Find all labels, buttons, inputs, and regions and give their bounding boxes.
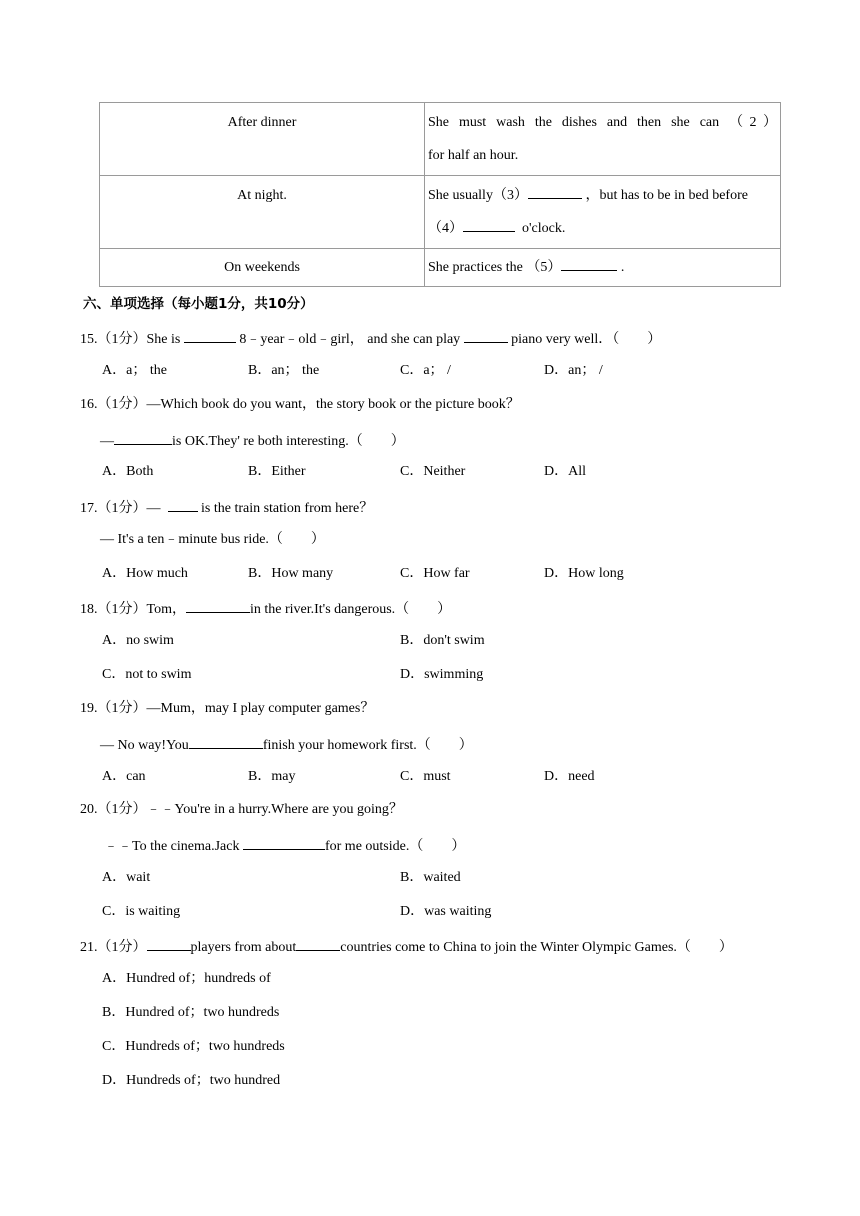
answer-blank[interactable] — [463, 217, 515, 232]
question-number: 21.（1分） — [80, 940, 147, 955]
option-b[interactable]: B．Either — [248, 464, 306, 479]
answer-blank[interactable] — [168, 497, 198, 512]
desc-text: ，but has to be in bed before — [585, 188, 748, 203]
question-15 — [80, 328, 661, 349]
question-text: She is — [146, 332, 181, 347]
answer-blank[interactable] — [243, 835, 325, 850]
question-text: piano very well．（ ） — [511, 332, 662, 347]
question-text: — — [100, 434, 114, 449]
question-17-line2: — It's a ten﹣minute bus ride.（ ） — [100, 532, 325, 547]
question-text: — — [146, 501, 164, 516]
schedule-table — [99, 102, 781, 287]
question-text: ﹣﹣To the cinema.Jack — [104, 839, 243, 854]
question-19-line2 — [100, 734, 473, 755]
time-text: At night. — [237, 188, 287, 203]
option-c[interactable]: C．not to swim — [102, 667, 192, 682]
question-16 — [80, 396, 520, 414]
desc-cell — [425, 249, 781, 287]
option-b[interactable]: B．an； the — [248, 363, 320, 378]
question-number: 16.（1分） — [80, 397, 147, 412]
desc-line — [428, 176, 777, 209]
desc-text: . — [620, 260, 625, 275]
question-text: — No way!You — [100, 738, 189, 753]
option-a[interactable]: A．a； the — [102, 363, 167, 378]
question-text: finish your homework first.（ ） — [262, 738, 473, 753]
desc-cell — [425, 176, 781, 249]
table-row — [100, 103, 781, 176]
answer-blank[interactable] — [186, 598, 250, 613]
question-text: for me outside.（ ） — [324, 839, 466, 854]
option-b[interactable]: B．may — [248, 769, 296, 784]
question-number: 15.（1分） — [80, 332, 147, 347]
option-d[interactable]: D．an； / — [544, 363, 603, 378]
option-c[interactable]: C．How far — [400, 566, 470, 581]
answer-blank[interactable] — [147, 936, 191, 951]
option-c[interactable]: C．Neither — [400, 464, 466, 479]
question-number: 20.（1分） — [80, 802, 147, 817]
question-text: 8﹣year﹣old﹣girl， and she can play — [239, 332, 461, 347]
option-a[interactable]: A．Both — [102, 464, 154, 479]
desc-text: She practices the （5） — [428, 260, 562, 275]
option-d[interactable]: D．need — [544, 769, 595, 784]
question-text: players from about — [190, 940, 297, 955]
option-a[interactable]: A．Hundred of；hundreds of — [102, 971, 271, 986]
question-16-line2 — [100, 430, 405, 451]
desc-text: She usually（3） — [428, 188, 528, 203]
answer-blank[interactable] — [528, 184, 582, 199]
time-text: On weekends — [224, 260, 300, 275]
desc-text: （4） — [428, 221, 463, 236]
option-a[interactable]: A．can — [102, 769, 146, 784]
section-title: 六、单项选择（每小题1分，共10分） — [83, 296, 314, 312]
option-c[interactable]: C．must — [400, 769, 451, 784]
question-number: 17.（1分） — [80, 501, 147, 516]
desc-line: She must wash the dishes and then she can （2） — [428, 115, 777, 130]
answer-blank[interactable] — [189, 734, 263, 749]
question-20-line2 — [104, 835, 465, 856]
answer-blank[interactable] — [464, 328, 508, 343]
desc-line — [428, 209, 777, 242]
time-cell — [100, 176, 425, 249]
option-b[interactable]: B．waited — [400, 870, 461, 885]
question-text: Tom， — [146, 602, 186, 617]
question-text: is OK.They' re both interesting.（ ） — [172, 434, 405, 449]
question-text: countries come to China to join the Winter Olympic Games.（ ） — [340, 940, 733, 955]
answer-blank[interactable] — [114, 430, 172, 445]
table-row — [100, 176, 781, 249]
option-a[interactable]: A．no swim — [102, 633, 174, 648]
question-text: —Mum，may I play computer games？ — [146, 701, 375, 716]
question-21 — [80, 936, 733, 957]
option-d[interactable]: D．was waiting — [400, 904, 492, 919]
option-d[interactable]: D．swimming — [400, 667, 484, 682]
question-20 — [80, 801, 403, 819]
question-text: —Which book do you want，the story book or the picture book？ — [146, 397, 520, 412]
answer-blank[interactable] — [561, 256, 617, 271]
option-d[interactable]: D．Hundreds of；two hundred — [102, 1073, 281, 1088]
table-row — [100, 249, 781, 287]
answer-blank[interactable] — [296, 936, 340, 951]
question-number: 19.（1分） — [80, 701, 147, 716]
option-a[interactable]: A．wait — [102, 870, 151, 885]
option-b[interactable]: B．Hundred of；two hundreds — [102, 1005, 280, 1020]
time-text: After dinner — [227, 115, 297, 130]
option-c[interactable]: C．is waiting — [102, 904, 181, 919]
option-c[interactable]: C．a； / — [400, 363, 451, 378]
option-a[interactable]: A．How much — [102, 566, 188, 581]
question-text: is the train station from here？ — [201, 501, 374, 516]
option-c[interactable]: C．Hundreds of；two hundreds — [102, 1039, 285, 1054]
question-text: ﹣﹣You're in a hurry.Where are you going？ — [146, 802, 403, 817]
question-18 — [80, 598, 451, 619]
option-d[interactable]: D．All — [544, 464, 586, 479]
option-b[interactable]: B．don't swim — [400, 633, 485, 648]
question-number: 18.（1分） — [80, 602, 147, 617]
option-d[interactable]: D．How long — [544, 566, 624, 581]
question-text: in the river.It's dangerous.（ ） — [249, 602, 452, 617]
desc-line — [428, 249, 777, 282]
desc-line: for half an hour. — [428, 148, 519, 163]
option-b[interactable]: B．How many — [248, 566, 334, 581]
time-cell — [100, 249, 425, 287]
question-17 — [80, 497, 373, 518]
answer-blank[interactable] — [184, 328, 236, 343]
question-19 — [80, 700, 374, 718]
desc-cell — [425, 103, 781, 176]
desc-text: o'clock. — [522, 221, 566, 236]
time-cell — [100, 103, 425, 176]
